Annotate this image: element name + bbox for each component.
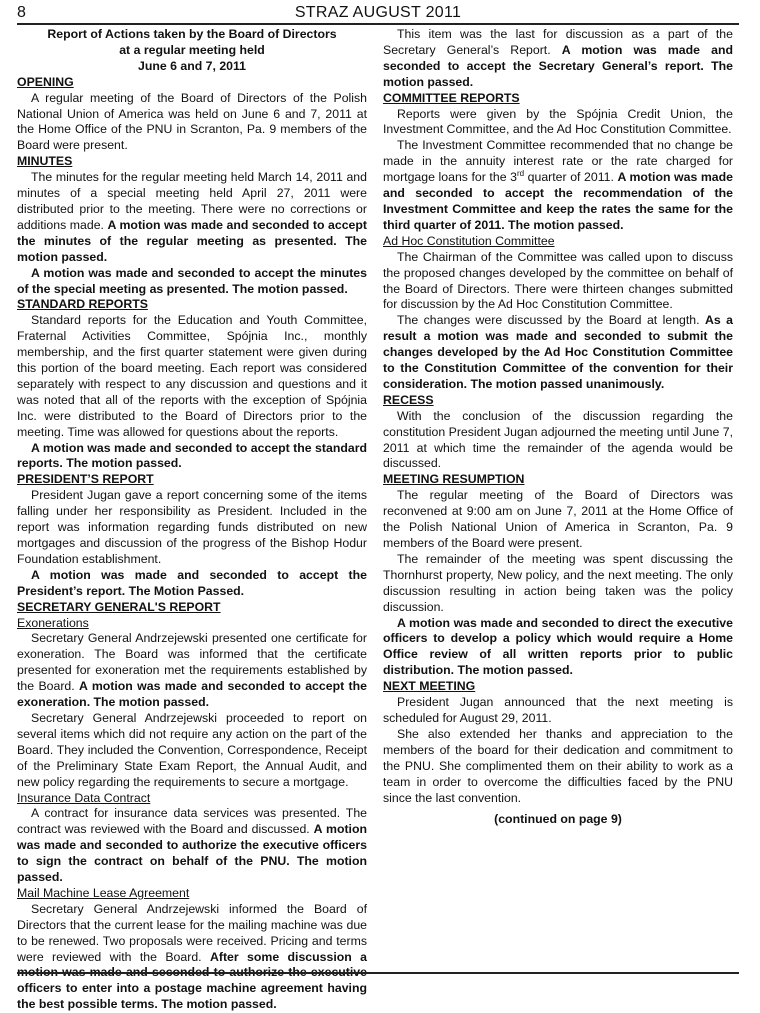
paragraph <box>383 27 733 91</box>
section-heading-presidents-report: PRESIDENT’S REPORT <box>17 472 154 487</box>
motion-text: A motion was made and seconded to accept the minutes of the special meeting as presented. The motion passed. <box>17 265 367 296</box>
subheading-mail-machine-lease: Mail Machine Lease Agreement <box>17 885 190 900</box>
paragraph: Standard reports for the Education and Youth Committee, Fraternal Activities Committee, Spójnia Inc., monthly membership, and the first quarter statement were given during this portion of the board meeting. Each report was considered separately with respect to any discussion and questions and it was noted that all of the reports with the exception of Spójnia Inc. were distributed to the Board of Directors prior to the meeting. Time was allowed for questions about the reports. <box>17 313 367 439</box>
section-heading-committee-reports: COMMITTEE REPORTS <box>383 90 520 105</box>
continued-note: (continued on page 9) <box>494 812 622 827</box>
paragraph: The Chairman of the Committee was called upon to discuss the proposed changes developed by the committee on behalf of the Board of Directors. There were thirteen changes submitted for discussion by the Ad Hoc Constitution Committee. <box>383 249 733 312</box>
paragraph <box>17 568 367 600</box>
motion-text: A motion was made and seconded to accept the exoneration. The motion passed. <box>17 679 367 710</box>
article-title-line: June 6 and 7, 2011 <box>138 58 246 73</box>
paragraph <box>17 806 367 886</box>
motion-text: A motion was made and seconded to accept the recommendation of the Investment Committee and keep the rates the same for the third quarter of 2011. The motion passed. <box>383 170 733 232</box>
page-header <box>17 2 739 24</box>
paragraph <box>383 616 733 680</box>
superscript: rd <box>516 169 525 179</box>
subheading-insurance-data-contract: Insurance Data Contract <box>17 790 151 805</box>
paragraph: The remainder of the meeting was spent discussing the Thornhurst property, New policy, and the next meeting. The only discussion resulting in action being taken was the policy discussion. <box>383 551 733 614</box>
section-heading-recess: RECESS <box>383 392 434 407</box>
section-heading-next-meeting: NEXT MEETING <box>383 679 476 694</box>
paragraph: Secretary General Andrzejewski proceeded to report on several items which did not require any action on the part of the Board. They included the Convention, Correspondence, Receipt of the Preliminary State Exam Report, the Annual Audit, and new policy regarding the requirements to secure a mortgage. <box>17 710 367 789</box>
section-heading-secretary-general-report: SECRETARY GENERAL'S REPORT <box>17 599 221 614</box>
paragraph: President Jugan gave a report concerning some of the items falling under her responsibility as President. Included in the report was information regarding funds distributed on new mortgages and discussion of the progress of the Bishop Hodur Foundation establishment. <box>17 488 367 566</box>
paragraph <box>383 313 733 393</box>
section-heading-meeting-resumption: MEETING RESUMPTION <box>383 472 525 487</box>
paragraph: Reports were given by the Spójnia Credit Union, the Investment Committee, and the Ad Hoc Constitution Committee. <box>383 106 733 137</box>
motion-text: A motion was made and seconded to accept the standard reports. The motion passed. <box>17 440 367 471</box>
paragraph-text: The changes were discussed by the Board at length. <box>397 313 705 328</box>
paragraph: With the conclusion of the discussion regarding the constitution President Jugan adjourned the meeting until June 7, 2011 at which time the remainder of the agenda would be discussed. <box>383 408 734 471</box>
motion-text: A motion was made and seconded to accept the Secretary General’s report. The motion passed. <box>383 42 733 89</box>
paragraph <box>383 138 733 233</box>
motion-text: A motion was made and seconded to direct the executive officers to develop a policy which would require a Home Office review of all written reports prior to public distribution. The motion passed. <box>383 615 733 678</box>
article-title-line: Report of Actions taken by the Board of Directors <box>47 27 337 41</box>
motion-text: A motion was made and seconded to authorize the executive officers to sign the contract on behalf of the PNU. The motion passed. <box>17 822 367 885</box>
header-rule <box>17 23 739 25</box>
paragraph-text: quarter of 2011. <box>524 170 618 185</box>
motion-text: A motion was made and seconded to accept the President’s report. The Motion Passed. <box>17 567 367 598</box>
paragraph-text: The minutes for the regular meeting held March 14, 2011 and minutes of a special meeting held April 27, 2011 were distributed prior to the meeting. There were no corrections or additions made. <box>17 170 367 232</box>
paragraph: A regular meeting of the Board of Directors of the Polish National Union of America was held on June 6 and 7, 2011 at the Home Office of the PNU in Scranton, Pa. 9 members of the Board were present. <box>17 90 367 153</box>
paragraph-text: Secretary General Andrzejewski presented one certificate for exoneration. The Board was informed that the certificate presented for exoneration met the requirements established by the Board. <box>17 631 367 694</box>
motion-text: After some discussion a motion was made and seconded to authorize the executive officers to enter into a postage machine agreement having the best possible terms. The motion passed. <box>17 949 367 1012</box>
article-title-line: at a regular meeting held <box>119 42 265 57</box>
paragraph <box>17 170 367 265</box>
paragraph <box>17 441 367 473</box>
motion-text: A motion was made and seconded to accept the minutes of the regular meeting as presented. The motion passed. <box>17 217 367 264</box>
right-column <box>383 27 733 828</box>
paragraph <box>17 631 367 711</box>
section-heading-standard-reports: STANDARD REPORTS <box>17 297 148 312</box>
paragraph: President Jugan announced that the next meeting is scheduled for August 29, 2011. <box>383 695 733 725</box>
paragraph: She also extended her thanks and appreciation to the members of the board for their dedication and commitment to the PNU. She complimented them on their ability to work as a team in order to overcome the difficulties faced by the PNU since the last convention. <box>383 726 733 805</box>
motion-text: As a result a motion was made and seconded to submit the changes developed by the Ad Hoc Constitution Committee to the Constitution Committee of the convention for their consideration. The motion passed unanimously. <box>383 313 733 391</box>
paragraph: The regular meeting of the Board of Directors was reconvened at 9:00 am on June 7, 2011 at the Home Office of the Polish National Union of America in Scranton, Pa. 9 members of the Board were present. <box>383 488 733 550</box>
paragraph-text: Secretary General Andrzejewski informed the Board of Directors that the current lease for the mailing machine was due to be renewed. Two proposals were received. Pricing and terms were reviewed with the Board. <box>17 901 367 964</box>
masthead: STRAZ AUGUST 2011 <box>294 4 462 21</box>
page-number: 8 <box>17 4 26 21</box>
subheading-ad-hoc-constitution: Ad Hoc Constitution Committee <box>383 233 555 248</box>
section-heading-minutes: MINUTES <box>17 154 73 169</box>
paragraph-split <box>17 902 367 1013</box>
section-heading-opening: OPENING <box>17 74 74 89</box>
paragraph-text: This item was the last for discussion as a part of the Secretary General’s Report. <box>383 27 733 57</box>
subheading-exonerations: Exonerations <box>17 615 89 630</box>
footer-rule <box>17 972 739 974</box>
paragraph <box>17 266 367 298</box>
paragraph-text: A contract for insurance data services was presented. The contract was reviewed with the Board and discussed. <box>17 806 367 837</box>
left-column <box>17 27 367 1013</box>
paragraph-text: The Investment Committee recommended that no change be made in the annuity interest rate or the rate charged for mortgage loans for the 3 <box>383 138 733 185</box>
